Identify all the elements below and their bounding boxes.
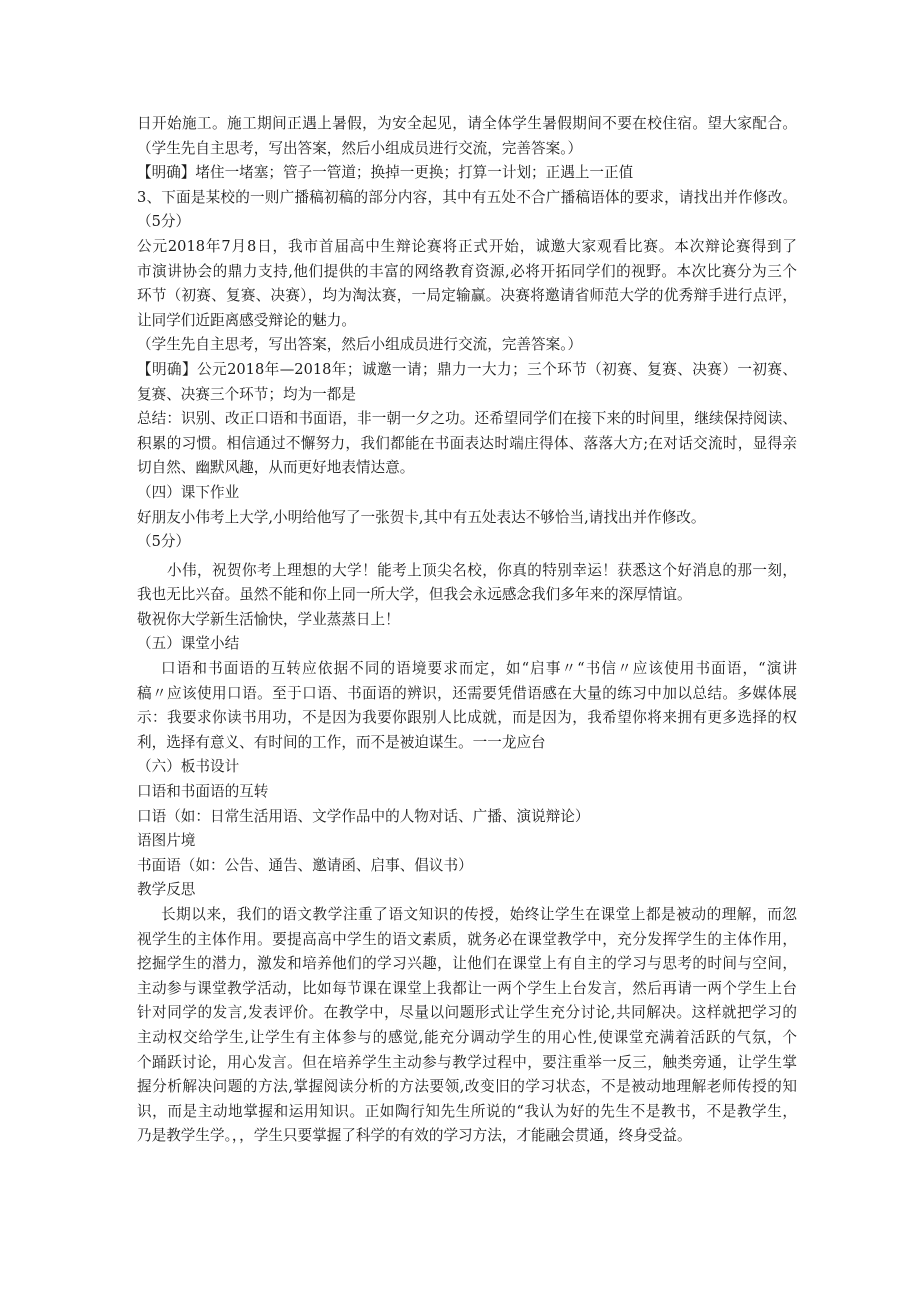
section-heading: （五）课堂小结 — [137, 635, 240, 653]
text-line: 稿〃应该使用口语。至于口语、书面语的辨识，还需要凭借语感在大量的练习中加以总结。多媒体展 — [137, 684, 797, 702]
section-heading: （四）课下作业 — [137, 483, 240, 501]
text-line: 总结：识别、改正口语和书面语，非一朝一夕之功。还希望同学们在接下来的时间里，继续保持阅读、 — [137, 410, 797, 428]
text-line: 针对同学的发言,发表评价。在教学中，尽量以问题形式让学生充分讨论,共同解决。这样就把学习的 — [137, 1004, 797, 1022]
text-line: 积累的习惯。相信通过不懈努力，我们都能在书面表达时端庄得体、落落大方;在对话交流时，显得亲 — [137, 434, 797, 452]
text-line: 乃是教学生学。，，学生只要掌握了科学的有效的学习方法，才能融会贯通，终身受益。 — [137, 1127, 692, 1145]
text-line: 视学生的主体作用。要提高高中学生的语文素质，就务必在课堂教学中，充分发挥学生的主体作用， — [137, 930, 797, 948]
text-line: （学生先自主思考，写出答案，然后小组成员进行交流，完善答案。） — [137, 336, 583, 354]
question-heading: 3、下面是某校的一则广播稿初稿的部分内容，其中有五处不合广播稿语体的要求，请找出并作修改。 — [137, 188, 797, 206]
text-line: 示：我要求你读书用功，不是因为我要你跟别人比成就，而是因为，我希望你将来拥有更多选择的权 — [137, 709, 797, 727]
text-line: 握分析解决问题的方法,掌握阅读分析的方法要领,改变旧的学习状态，不是被动地理解老师传授的知 — [137, 1078, 797, 1096]
text-line: （学生先自主思考，写出答案，然后小组成员进行交流，完善答案。） — [137, 139, 583, 157]
text-line: 主动权交给学生,让学生有主体参与的感觉,能充分调动学生的用心性,使课堂充满着活跃的气氛，个 — [137, 1028, 797, 1046]
text-line: 口语（如：日常生活用语、文学作品中的人物对话、广播、演说辩论） — [137, 807, 590, 825]
text-line: 语图片境 — [137, 832, 196, 850]
text-line: 口语和书面语的互转 — [137, 783, 269, 801]
text-line: （5分） — [137, 533, 191, 551]
text-line: 识，而是主动地掌握和运用知识。正如陶行知先生所说的“我认为好的先生不是教书，不是教学生， — [137, 1102, 797, 1120]
text-line: 市演讲协会的鼎力支持,他们提供的丰富的网络教育资源,必将开拓同学们的视野。本次比赛分为三个 — [137, 262, 797, 280]
text-line: 让同学们近距离感受辩论的魅力。 — [137, 311, 356, 329]
document-body — [137, 112, 797, 1149]
text-line: 公元2018年7月8日，我市首届高中生辩论赛将正式开始，诚邀大家观看比赛。本次辩论赛得到了 — [137, 237, 797, 255]
text-line: 好朋友小伟考上大学,小明给他写了一张贺卡,其中有五处表达不够恰当,请找出并作修改。 — [137, 508, 706, 526]
text-line: （5分） — [137, 213, 191, 231]
text-line: 切自然、幽默风趣，从而更好地表情达意。 — [137, 459, 415, 477]
text-line: 主动参与课堂教学活动，比如每节课在课堂上我都让一两个学生上台发言，然后再请一两个学生上台 — [137, 979, 797, 997]
text-line: 书面语（如：公告、通告、邀请函、启事、倡议书） — [137, 856, 473, 874]
section-heading: 教学反思 — [137, 881, 196, 899]
text-line: 复赛、决赛三个环节；均为一都是 — [137, 385, 356, 403]
text-line: 口语和书面语的互转应依据不同的语境要求而定，如“启事〃“书信〃应该使用书面语，“演讲 — [161, 660, 797, 678]
text-line: 我也无比兴奋。虽然不能和你上同一所大学，但我会永远感念我们多年来的深厚情谊。 — [137, 586, 692, 604]
text-line: 【明确】公元2018年—2018年；诚邀一请；鼎力一大力；三个环节（初赛、复赛、决赛）一初赛、 — [137, 360, 797, 378]
text-line: 长期以来，我们的语文教学注重了语文知识的传授，始终让学生在课堂上都是被动的理解，而忽 — [161, 906, 797, 923]
text-line: 敬祝你大学新生活愉快，学业蒸蒸日上！ — [137, 610, 400, 628]
text-line: 环节（初赛、复赛、决赛），均为淘汰赛，一局定输赢。决赛将邀请省师范大学的优秀辩手进行点评， — [137, 287, 797, 305]
text-line: 利，选择有意义、有时间的工作，而不是被迫谋生。一一龙应台 — [137, 733, 546, 751]
text-line: 小伟，祝贺你考上理想的大学！能考上顶尖名校，你真的特别幸运！获悉这个好消息的那一刻， — [167, 561, 797, 579]
text-line: 个踊跃讨论，用心发言。但在培养学生主动参与教学过程中，要注重举一反三，触类旁通，让学生掌 — [137, 1053, 797, 1071]
text-line: 挖掘学生的潜力，激发和培养他们的学习兴趣，让他们在课堂上有自主的学习与思考的时间与空间， — [137, 955, 797, 973]
text-line: 日开始施工。施工期间正遇上暑假，为安全起见，请全体学生暑假期间不要在校住宿。望大家配合。 — [137, 115, 797, 132]
text-line: 【明确】堵住一堵塞；管子一管道；换掉一更换；打算一计划；正遇上一正值 — [137, 164, 634, 182]
section-heading: （六）板书设计 — [137, 758, 240, 776]
